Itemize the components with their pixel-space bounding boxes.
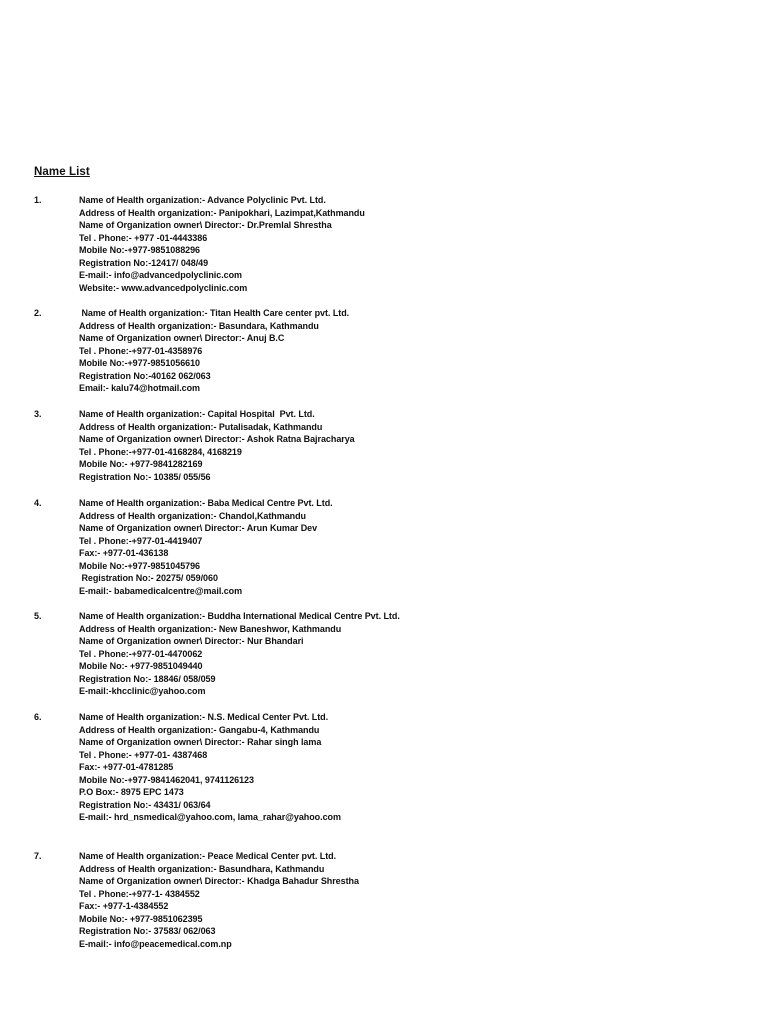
entry-number: 6. [34,712,42,722]
entry-detail-line: Name of Health organization:- N.S. Medical Center Pvt. Ltd. [79,712,329,722]
entry-details [79,610,739,698]
entry-detail-line: Registration No:- 10385/ 055/56 [79,471,211,482]
entry-number: 3. [34,409,42,419]
entry-detail-line: Website:- www.advancedpolyclinic.com [79,282,248,293]
entry-detail-line: E-mail:-khcclinic@yahoo.com [79,686,206,697]
entry-detail-line: Registration No:-12417/ 048/49 [79,257,209,268]
entry-detail-line: Name of Organization owner\ Director:- Dr.Premlal Shrestha [79,220,332,231]
entry-detail-line: Registration No:- 18846/ 058/059 [79,673,216,684]
entry-detail-line: Name of Organization owner\ Director:- Nur Bhandari [79,636,304,647]
entry-detail-line: Name of Health organization:- Peace Medical Center pvt. Ltd. [79,851,337,861]
entry-detail-line: Mobile No:-+977-9841462041, 9741126123 [79,774,254,785]
entry-number: 1. [34,195,42,205]
entry-detail-line: Tel . Phone:-+977-01-4358976 [79,345,203,356]
entry-detail-line: Name of Organization owner\ Director:- Arun Kumar Dev [79,523,318,534]
entry-detail-line: Tel . Phone:- +977-01- 4387468 [79,749,208,760]
entry-detail-line: Address of Health organization:- Gangabu-4, Kathmandu [79,724,320,735]
entry-detail-line: E-mail:- info@advancedpolyclinic.com [79,270,243,281]
entry-detail-line: Address of Health organization:- Basundhara, Kathmandu [79,863,325,874]
entry-detail-line: Mobile No:- +977-9841282169 [79,459,203,470]
entry-number: 5. [34,611,42,621]
entry-detail-line: Tel . Phone:- +977 -01-4443386 [79,232,208,243]
entry-detail-line: Address of Health organization:- New Baneshwor, Kathmandu [79,623,342,634]
entry-detail-line: Mobile No:- +977-9851049440 [79,661,203,672]
entry-detail-line: E-mail:- info@peacemedical.com.np [79,938,232,949]
entry-detail-line: Tel . Phone:-+977-1- 4384552 [79,888,200,899]
entry-detail-line: Name of Organization owner\ Director:- Ashok Ratna Bajracharya [79,434,355,445]
entry-detail-line: Name of Organization owner\ Director:- Anuj B.C [79,333,285,344]
entry-detail-line: Address of Health organization:- Basundara, Kathmandu [79,320,319,331]
entry-detail-line: Tel . Phone:-+977-01-4168284, 4168219 [79,446,242,457]
entry-detail-line: Registration No:-40162 062/063 [79,370,211,381]
entry-detail-line: Mobile No:-+977-9851045796 [79,560,201,571]
entry-detail-line: E-mail:- babamedicalcentre@mail.com [79,585,243,596]
entry-detail-line: Mobile No:-+977-9851088296 [79,245,201,256]
entry-details [79,408,739,483]
entry-detail-line: Name of Organization owner\ Director:- Rahar singh lama [79,737,322,748]
entry-detail-line: Registration No:- 37583/ 062/063 [79,926,216,937]
entry-detail-line: Address of Health organization:- Chandol,Kathmandu [79,510,307,521]
entry-detail-line: Fax:- +977-1-4384552 [79,901,169,912]
entry-detail-line: P.O Box:- 8975 EPC 1473 [79,787,184,798]
entry-detail-line: Mobile No:- +977-9851062395 [79,913,203,924]
entry-detail-line: Registration No:- 20275/ 059/060 [79,573,218,584]
entry-detail-line: Email:- kalu74@hotmail.com [79,383,201,394]
entry-detail-line: Name of Health organization:- Buddha International Medical Centre Pvt. Ltd. [79,611,400,621]
entry-details [79,850,739,950]
entry-detail-line: Name of Organization owner\ Director:- Khadga Bahadur Shrestha [79,876,359,887]
entry-details [79,194,739,294]
entry-detail-line: Name of Health organization:- Baba Medical Centre Pvt. Ltd. [79,498,333,508]
entry-detail-line: Mobile No:-+977-9851056610 [79,358,201,369]
entry-detail-line: Tel . Phone:-+977-01-4419407 [79,535,203,546]
entry-detail-line: Tel . Phone:-+977-01-4470062 [79,648,203,659]
entry-number: 4. [34,498,42,508]
entry-number: 7. [34,851,42,861]
entry-details [79,711,739,824]
entry-detail-line: Name of Health organization:- Advance Polyclinic Pvt. Ltd. [79,195,326,205]
entry-detail-line: E-mail:- hrd_nsmedical@yahoo.com, lama_rahar@yahoo.com [79,812,341,823]
entry-details [79,307,739,395]
entry-detail-line: Name of Health organization:- Titan Health Care center pvt. Ltd. [79,308,350,318]
entry-detail-line: Address of Health organization:- Putalisadak, Kathmandu [79,421,323,432]
entry-detail-line: Name of Health organization:- Capital Hospital Pvt. Ltd. [79,409,315,419]
entry-number: 2. [34,308,42,318]
entry-detail-line: Address of Health organization:- Panipokhari, Lazimpat,Kathmandu [79,207,365,218]
entry-detail-line: Fax:- +977-01-4781285 [79,762,174,773]
entry-detail-line: Fax:- +977-01-436138 [79,548,169,559]
entry-detail-line: Registration No:- 43431/ 063/64 [79,799,211,810]
page-title: Name List [34,166,90,178]
entry-details [79,497,739,597]
